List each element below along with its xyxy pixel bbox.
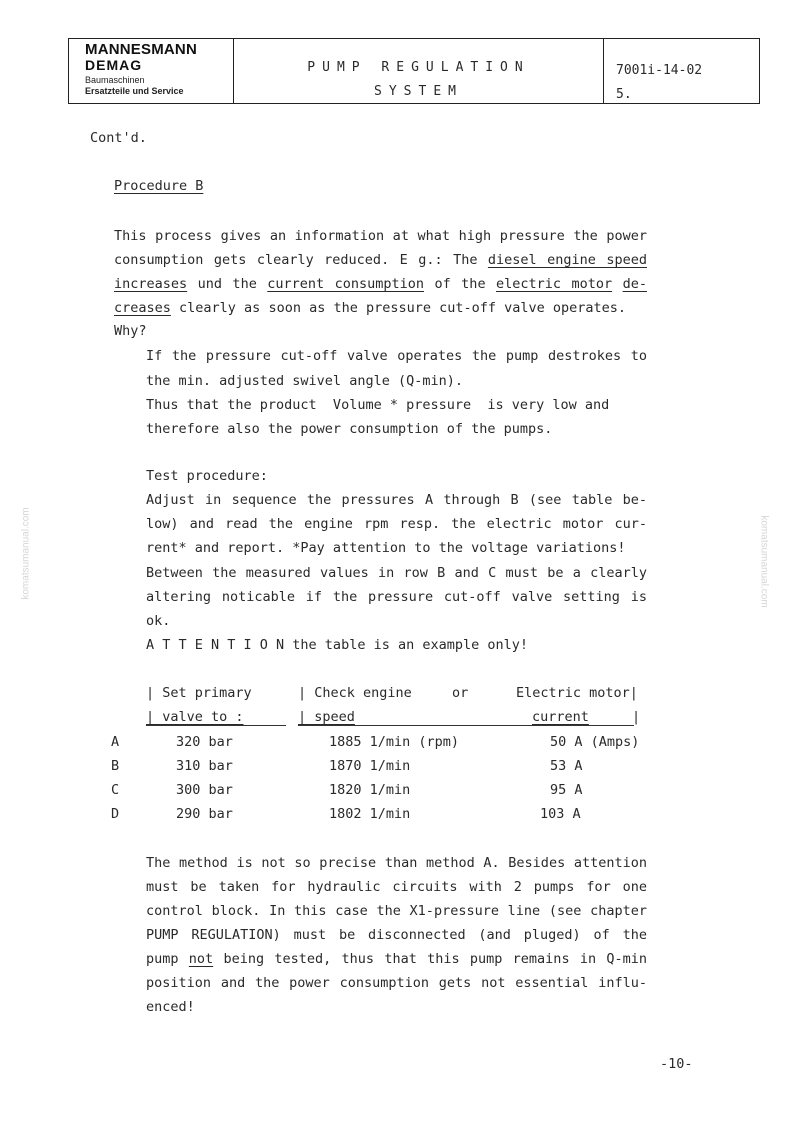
test-procedure-heading: Test procedure: [146, 468, 268, 484]
doc-section: 5. [616, 87, 632, 102]
procedure-heading: Procedure B [114, 178, 204, 194]
brand-service: Ersatzteile und Service [85, 86, 184, 96]
watermark-right: komatsumanual.com [758, 515, 770, 608]
brand-subname: DEMAG [85, 57, 143, 73]
attention-note: A T T E N T I O N the table is an example only! [146, 637, 529, 653]
paragraph-line: Adjust in sequence the pressures A through B (see table be- [146, 492, 647, 508]
underlined-text: creases [114, 300, 171, 316]
row-current: 95 A [550, 782, 583, 798]
underlined-text: de- [622, 276, 647, 292]
company-logo-block [69, 39, 234, 103]
paragraph-line: ok. [146, 613, 171, 629]
row-current: 103 A [540, 806, 581, 822]
paragraph-line: PUMP REGULATION) must be disconnected (and pluged) of the [146, 927, 647, 943]
underlined-text: increases [114, 276, 188, 292]
paragraph-line: must be taken for hydraulic circuits with 2 pumps for one [146, 879, 647, 895]
row-current: 53 A [550, 758, 583, 774]
row-pressure: 300 bar [176, 782, 233, 798]
paragraph-line [114, 298, 626, 318]
paragraph-line [146, 949, 647, 969]
why-label: Why? [114, 323, 147, 339]
table-header-electric-motor: Electric motor| [516, 685, 638, 701]
title-line-2: SYSTEM [374, 84, 463, 99]
paragraph-line: rent* and report. *Pay attention to the voltage variations! [146, 540, 626, 556]
doc-number: 7001i-14-02 [616, 63, 703, 78]
paragraph-line: This process gives an information at what high pressure the power [114, 228, 647, 244]
paragraph-line: If the pressure cut-off valve operates the pump destrokes to [146, 348, 647, 364]
brand-name: MANNESMANN [85, 41, 197, 58]
row-pressure: 320 bar [176, 734, 233, 750]
paragraph-line [114, 250, 647, 270]
row-label: B [111, 758, 120, 774]
row-speed: 1820 1/min [329, 782, 411, 798]
row-label: C [111, 782, 120, 798]
underlined-text: not [188, 951, 214, 967]
table-header-speed: | speed [298, 709, 355, 725]
paragraph-line: position and the power consumption gets not essential influ- [146, 975, 647, 991]
underlined-text: current consumption [267, 276, 425, 292]
paragraph-line: Thus that the product Volume * pressure is very low and [146, 397, 610, 413]
document-reference [604, 39, 759, 103]
table-header-valve-to: | valve to : [146, 709, 244, 725]
text-span: being tested, thus that this pump remains in Q-min [213, 951, 648, 967]
table-header-bar: | [632, 709, 641, 725]
brand-division: Baumaschinen [85, 75, 145, 85]
text-span: of the [424, 276, 497, 292]
row-pressure: 310 bar [176, 758, 233, 774]
table-header-set-primary: | Set primary [146, 685, 252, 701]
paragraph-line: therefore also the power consumption of the pumps. [146, 421, 553, 437]
table-header-rule [298, 725, 634, 726]
paragraph-line: Between the measured values in row B and C must be a clearly [146, 565, 647, 581]
row-speed: 1870 1/min [329, 758, 411, 774]
paragraph-line: enced! [146, 999, 195, 1015]
title-line-1: PUMP REGULATION [307, 60, 530, 75]
paragraph-line [114, 274, 647, 294]
row-label: A [111, 734, 120, 750]
document-title [234, 39, 604, 103]
table-header-check-engine: | Check engine [298, 685, 412, 701]
row-speed: 1802 1/min [329, 806, 411, 822]
table-header-rule [146, 725, 286, 726]
text-span: pump [146, 951, 189, 967]
paragraph-line: the min. adjusted swivel angle (Q-min). [146, 373, 463, 389]
row-speed: 1885 1/min (rpm) [329, 734, 460, 750]
watermark-left: komatsumanual.com [20, 507, 32, 600]
table-header-current: current [532, 709, 589, 725]
continued-label: Cont'd. [90, 130, 147, 146]
text-span: clearly as soon as the pressure cut-off valve operates. [170, 300, 627, 316]
table-header-or: or [452, 685, 469, 701]
row-label: D [111, 806, 120, 822]
underlined-text: electric motor [496, 276, 613, 292]
row-pressure: 290 bar [176, 806, 233, 822]
text-span [612, 276, 622, 292]
underlined-text: diesel engine speed [487, 252, 647, 268]
paragraph-line: control block. In this case the X1-pressure line (see chapter [146, 903, 647, 919]
page-number: -10- [660, 1056, 693, 1072]
text-span: consumption gets clearly reduced. E g.: The [114, 252, 488, 268]
text-span: und the [187, 276, 268, 292]
paragraph-line: low) and read the engine rpm resp. the electric motor cur- [146, 516, 647, 532]
row-current: 50 A (Amps) [550, 734, 640, 750]
paragraph-line: altering noticable if the pressure cut-off valve setting is [146, 589, 647, 605]
paragraph-line: The method is not so precise than method A. Besides attention [146, 855, 647, 871]
document-header [68, 38, 760, 104]
